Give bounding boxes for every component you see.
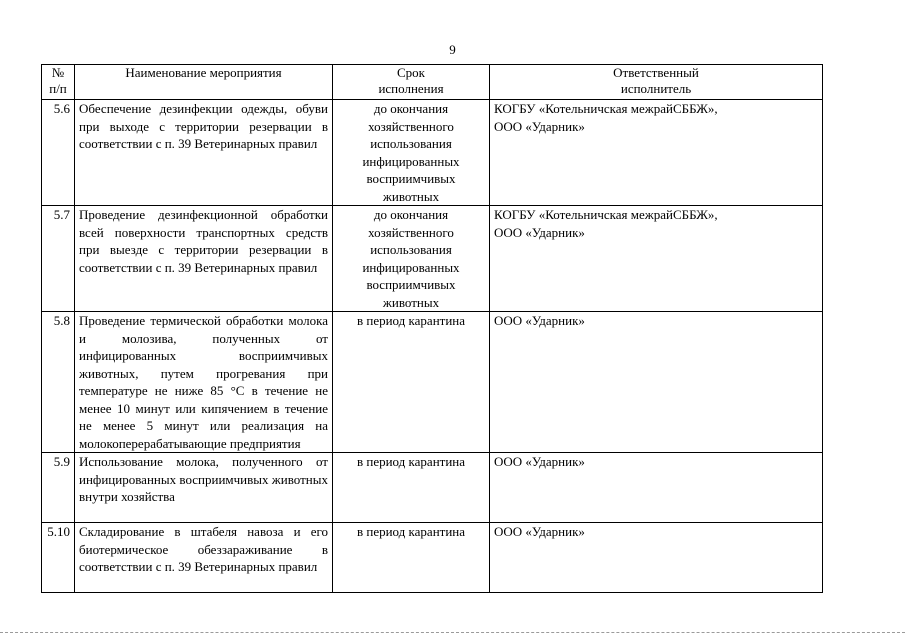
row-responsible: КОГБУ «Котельничская межрайСББЖ», ООО «Ударник» [490,206,823,312]
row-responsible: ООО «Ударник» [490,523,823,593]
row-responsible: ООО «Ударник» [490,453,823,523]
page-number: 9 [449,42,456,57]
row-measure: Использование молока, полученного от инфицированных восприимчивых животных внутри хозяйства [75,453,333,523]
table-row [42,453,823,523]
page-bottom-edge [0,632,905,633]
header-responsible: Ответственный исполнитель [490,65,823,100]
row-number: 5.9 [42,453,75,523]
row-measure: Проведение термической обработки молока и молозива, полученных от инфицированных восприимчивых животных, путем прогревания при температуре не ниже 85 °С в течение не менее 10 минут или кипячением в течение не менее 5 минут или реализация на молокоперерабатывающие предприятия [75,312,333,453]
row-number: 5.7 [42,206,75,312]
row-measure: Проведение дезинфекционной обработки всей поверхности транспортных средств при выезде с территории резервации в соответствии с п. 39 Ветеринарных правил [75,206,333,312]
row-responsible: КОГБУ «Котельничская межрайСББЖ», ООО «Ударник» [490,100,823,206]
row-number: 5.6 [42,100,75,206]
header-term: Срок исполнения [333,65,490,100]
row-term: в период карантина [333,453,490,523]
row-term: до окончания хозяйственного использования инфицированных восприимчивых животных [333,206,490,312]
table-header-row [42,65,823,100]
header-name: Наименование мероприятия [75,65,333,100]
table-row [42,312,823,453]
table-row [42,206,823,312]
row-measure: Складирование в штабеля навоза и его биотермическое обеззараживание в соответствии с п. 39 Ветеринарных правил [75,523,333,593]
row-term: в период карантина [333,312,490,453]
table-row [42,523,823,593]
row-term: до окончания хозяйственного использования инфицированных восприимчивых животных [333,100,490,206]
measures-table [41,64,823,593]
row-term: в период карантина [333,523,490,593]
row-responsible: ООО «Ударник» [490,312,823,453]
row-measure: Обеспечение дезинфекции одежды, обуви при выходе с территории резервации в соответствии с п. 39 Ветеринарных правил [75,100,333,206]
row-number: 5.8 [42,312,75,453]
header-num: № п/п [42,65,75,100]
row-number: 5.10 [42,523,75,593]
table-row [42,100,823,206]
